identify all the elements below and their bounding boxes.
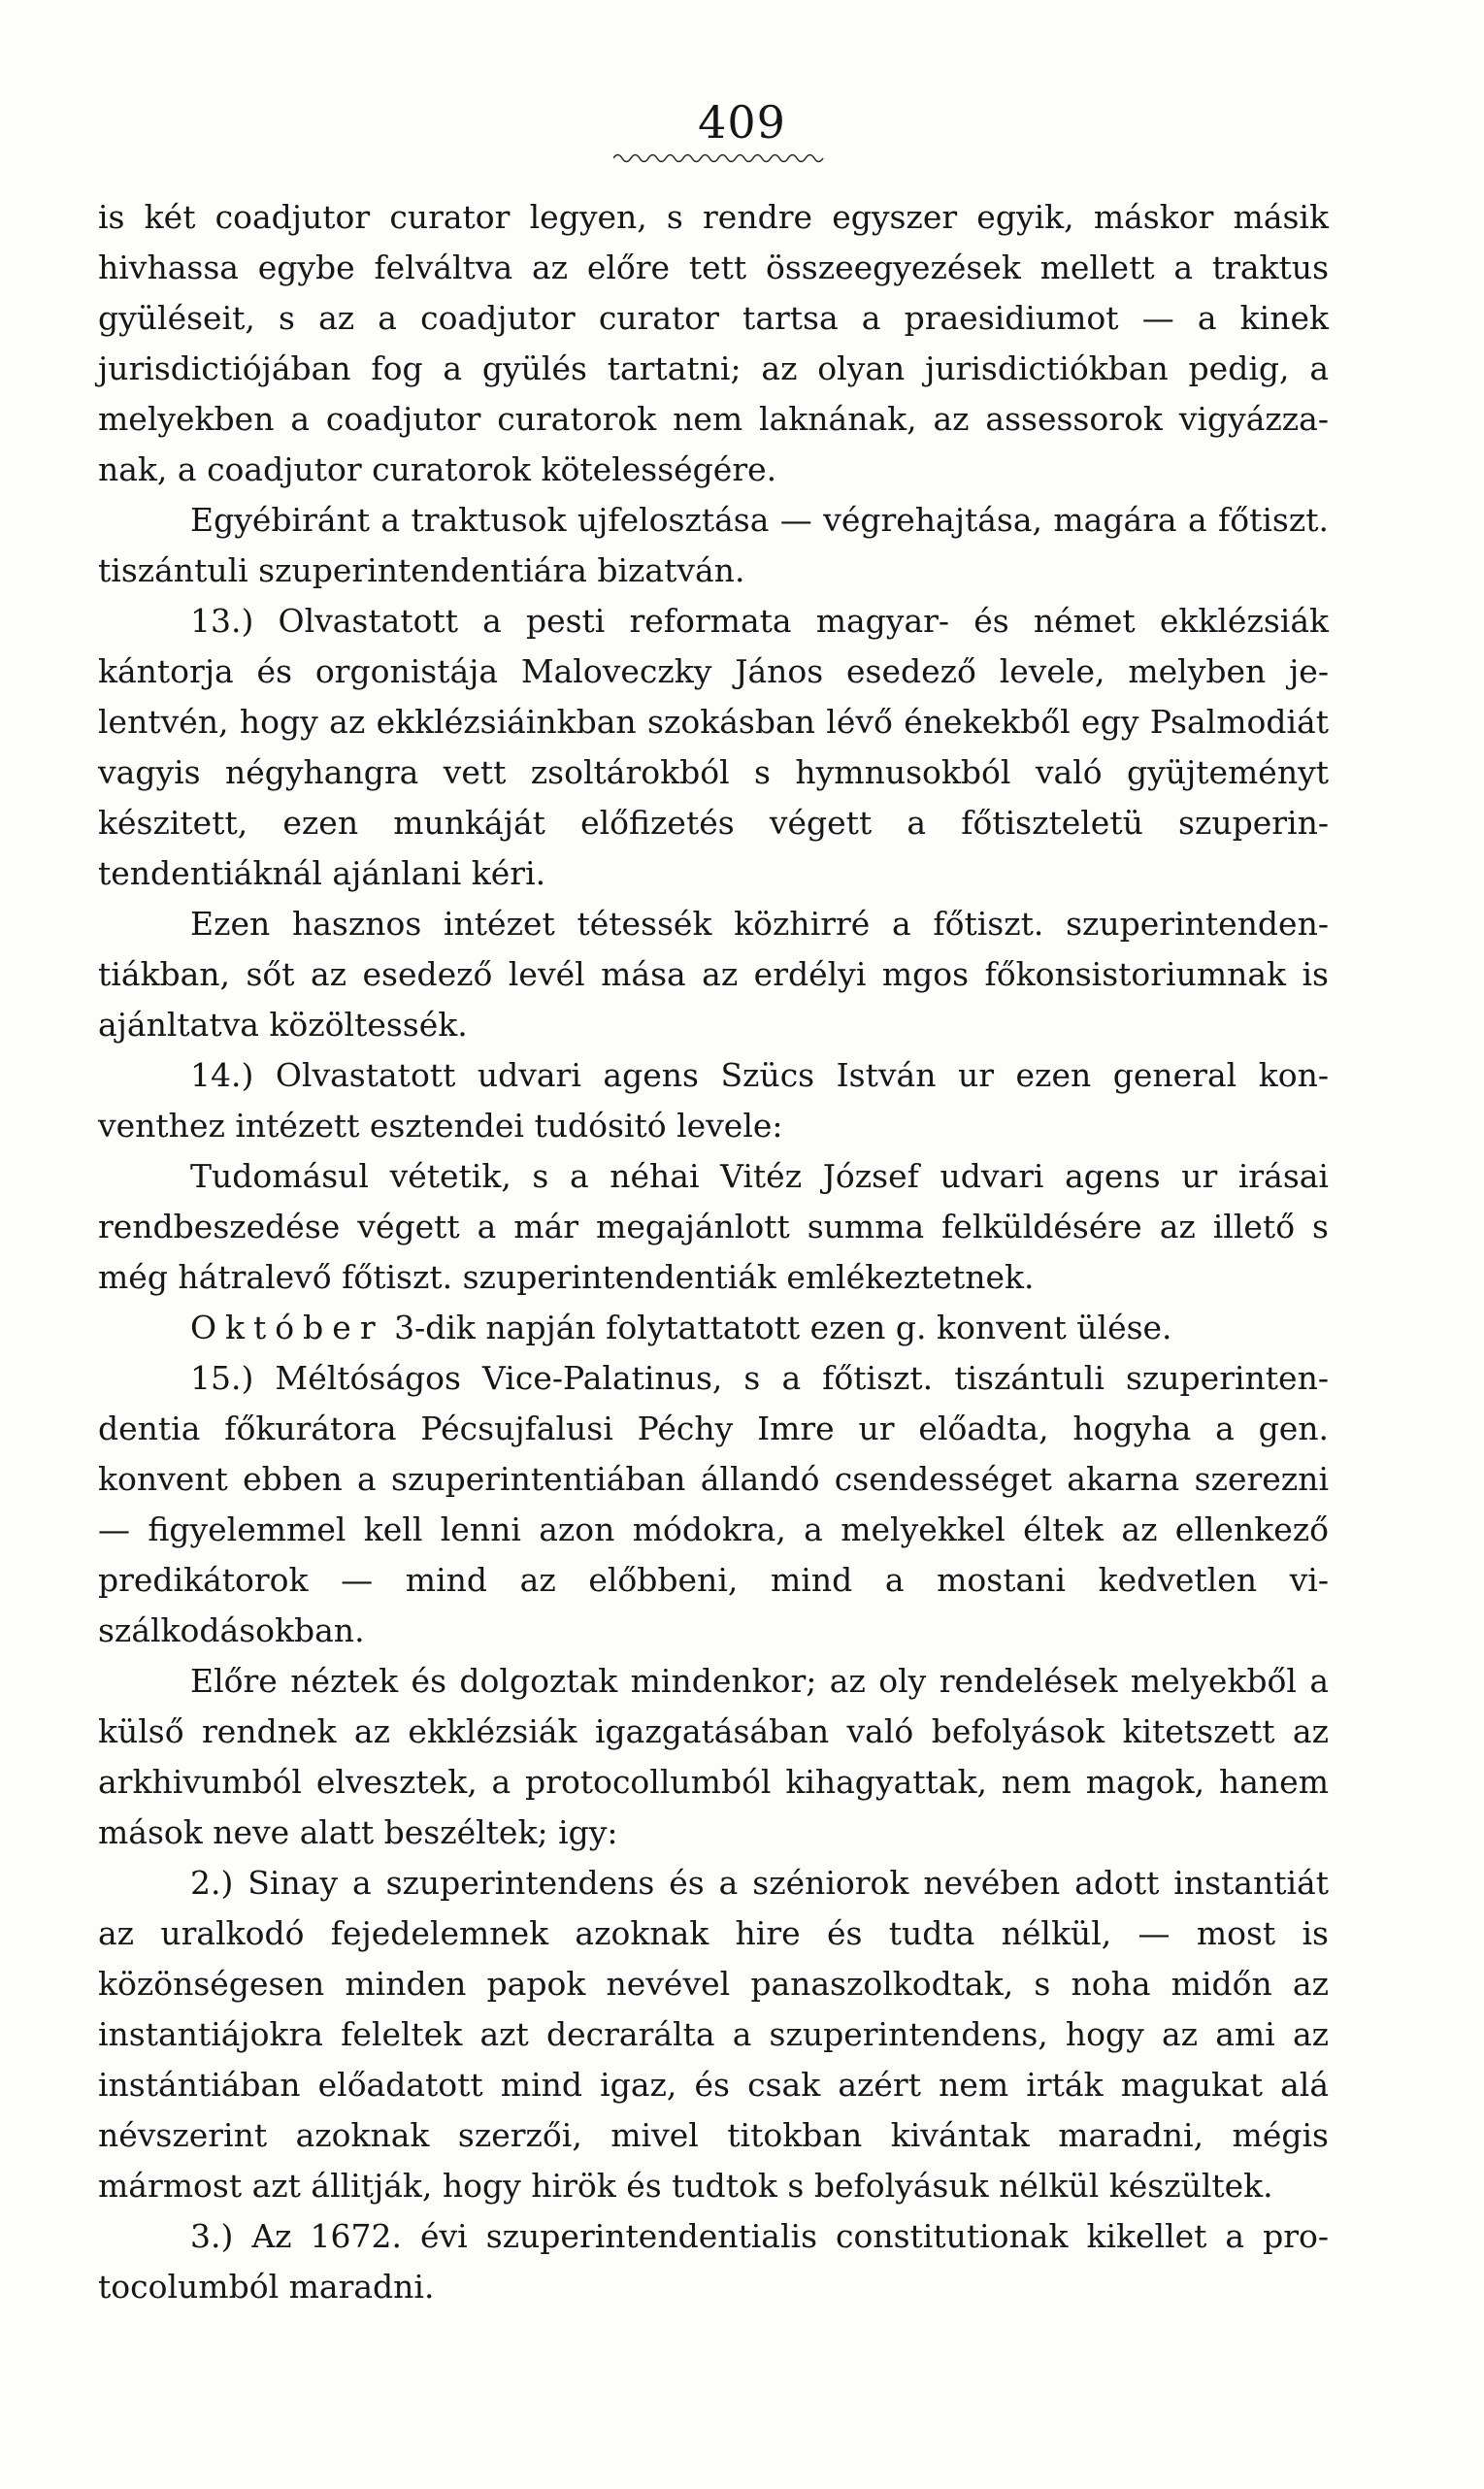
paragraph-3: 13.) Olvastatott a pesti reformata magyar- és német ekklézsiák kántorja és orgonistája Maloveczky János esedező levele, melyben jelentvén, hogy az ekklézsiáinkban szokásban lévő énekekből egy Psalmodiát vagyis négyhangra vett zsoltárokból s hymnusokból való gyüjteményt készitett, ezen munkáját előfizetés végett a főtiszteletü szuperintendentiáknál ajánlani kéri.	[98, 602, 1329, 892]
paragraph-9: Előre néztek és dolgoztak mindenkor; az oly rendelések melyekből a külső rendnek az ekklézsiák igazgatásában való befolyások kitetszett az arkhivumból elvesztek, a protocollumból kihagyattak, nem magok, hanem mások neve alatt beszéltek; igy:	[98, 1662, 1329, 1851]
decorative-wavy-rule	[613, 151, 825, 165]
paragraph-6: Tudomásul vétetik, s a néhai Vitéz József udvari agens ur irásai rendbeszedése végett a már megajánlott summa felküldésére az illető s még hátralevő főtiszt. szuperintendentiák emlékeztetnek.	[98, 1157, 1329, 1296]
paragraph-5: 14.) Olvastatott udvari agens Szücs István ur ezen general konventhez intézett esztendei tudósitó levele:	[98, 1056, 1329, 1145]
date-word: Október	[190, 1309, 384, 1346]
paragraph-10: 2.) Sinay a szuperintendens és a széniorok nevében adott instantiát az uralkodó fejedelemnek azoknak hire és tudta nélkül, — most is közönségesen minden papok nevével panaszolkodtak, s noha midőn az instantiájokra feleltek azt decrarálta a szuperintendens, hogy az ami az instántiában előadatott mind igaz, és csak azért nem irták magukat alá névszerint azoknak szerzői, mivel titokban kivántak maradni, mégis mármost azt állitják, hogy hirök és tudtok s befolyásuk nélkül készültek.	[98, 1864, 1329, 2205]
paragraph-8: 15.) Méltóságos Vice-Palatinus, s a főtiszt. tiszántuli szuperintendentia főkurátora Pécsujfalusi Péchy Imre ur előadta, hogyha a gen. konvent ebben a szuperintentiában állandó csendességet akarna szerezni — figyelemmel kell lenni azon módokra, a melyekkel éltek az ellenkező predikátorok — mind az előbbeni, mind a mostani kedvetlen viszálkodásokban.	[98, 1359, 1329, 1649]
paragraph-2: Egyébiránt a traktusok ujfelosztása — végrehajtása, magára a főtiszt. tiszántuli szuperintendentiára bizatván.	[98, 501, 1329, 589]
paragraph-1: is két coadjutor curator legyen, s rendre egyszer egyik, máskor másik hivhassa egybe felváltva az előre tett összeegyezések mellett a traktus gyüléseit, s az a coadjutor curator tartsa a praesidiumot — a kinek jurisdictiójában fog a gyülés tartatni; az olyan jurisdictiókban pedig, a melyekben a coadjutor curatorok nem laknának, az assessorok vigyázzanak, a coadjutor curatorok kötelességére.	[98, 198, 1329, 488]
paragraph-7-text: 3-dik napján folytattatott ezen g. konvent ülése.	[394, 1309, 1172, 1346]
body-text	[98, 192, 1329, 2312]
paragraph-11: 3.) Az 1672. évi szuperintendentialis constitutionak kikellet a protocolumból maradni.	[98, 2217, 1329, 2306]
paragraph-7	[98, 1303, 1329, 1353]
paragraph-4: Ezen hasznos intézet tétessék közhirré a főtiszt. szuperintendentiákban, sőt az esedező levél mása az erdélyi mgos főkonsistoriumnak is ajánltatva közöltessék.	[98, 905, 1329, 1044]
page-number: 409	[698, 96, 786, 149]
